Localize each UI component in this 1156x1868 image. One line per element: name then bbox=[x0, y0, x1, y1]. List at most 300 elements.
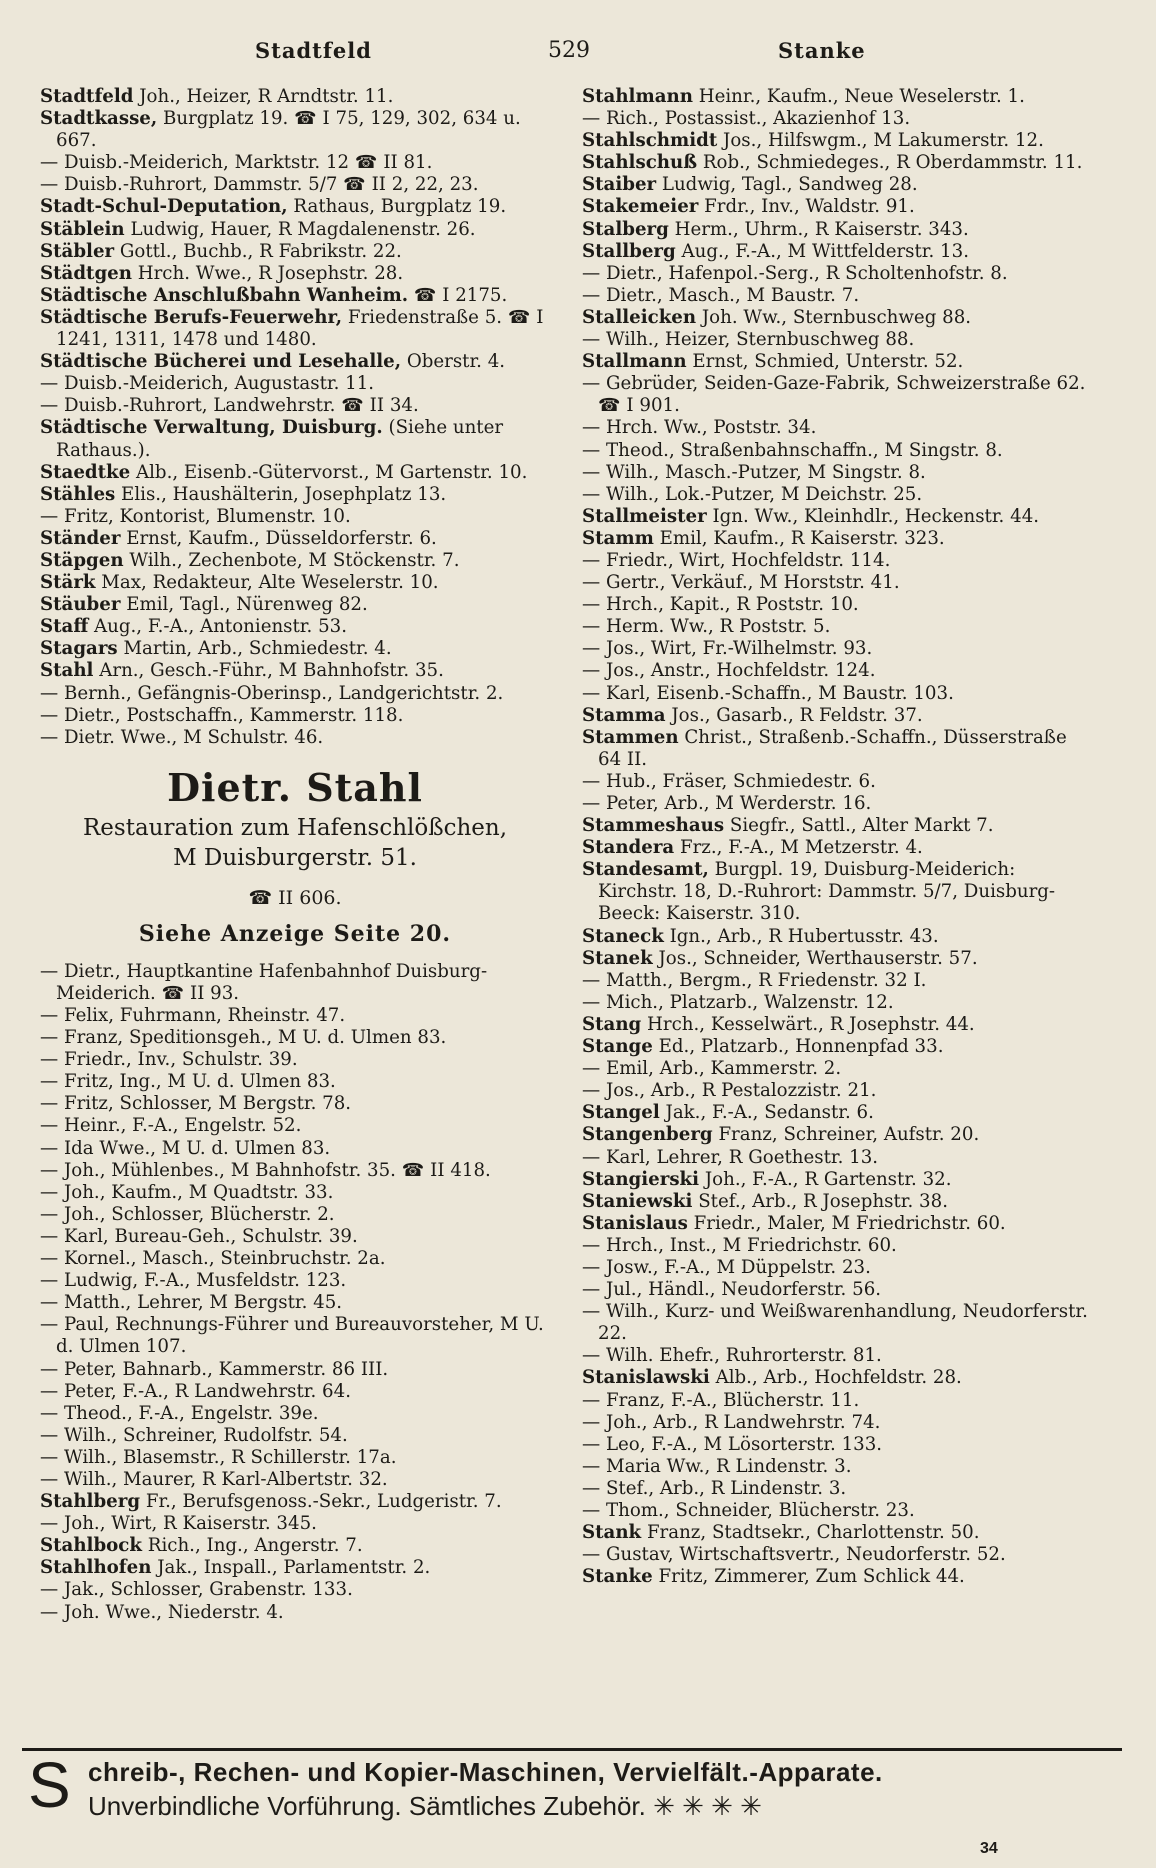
directory-entry bbox=[582, 506, 1092, 528]
footer-initial: S bbox=[28, 1749, 71, 1821]
entry-name: Stäuber bbox=[40, 594, 121, 616]
directory-entry bbox=[582, 1566, 1092, 1588]
entry-details: Burgpl. 19, Duisburg-Meiderich: Kirchstr. 18, D.-Ruhrort: Dammstr. 5/7, Duisburg-Beeck: Kaiserstr. 310. bbox=[598, 859, 1056, 925]
directory-entry bbox=[40, 1204, 550, 1226]
entry-name: Städtgen bbox=[40, 262, 132, 284]
entry-name: Stahlbock bbox=[40, 1535, 142, 1557]
entry-details: — Dietr. Wwe., M Schulstr. 46. bbox=[40, 726, 324, 748]
footer-line-2: Unverbindliche Vorführung. Sämtliches Zubehör. ✳ ✳ ✳ ✳ bbox=[88, 1791, 762, 1821]
directory-entry bbox=[40, 660, 550, 682]
directory-entry bbox=[40, 263, 550, 285]
entry-name: Stallmeister bbox=[582, 505, 707, 527]
directory-entry bbox=[40, 1292, 550, 1314]
header-left-keyword: Stadtfeld bbox=[255, 38, 372, 63]
entry-name: Stangel bbox=[582, 1102, 660, 1124]
directory-entry bbox=[582, 351, 1092, 373]
entry-details: — Ludwig, F.-A., Musfeldstr. 123. bbox=[40, 1270, 347, 1292]
entry-details: Martin, Arb., Schmiedestr. 4. bbox=[117, 638, 392, 660]
entry-name: Stadtkasse, bbox=[40, 108, 158, 130]
directory-entry bbox=[582, 660, 1092, 682]
page-number: 529 bbox=[548, 38, 590, 63]
directory-entry bbox=[40, 705, 550, 727]
directory-entry bbox=[582, 1147, 1092, 1169]
directory-entry bbox=[582, 152, 1092, 174]
entry-name: Stahlschuß bbox=[582, 152, 698, 174]
entry-details: Franz, Stadtsekr., Charlottenstr. 50. bbox=[641, 1522, 980, 1544]
directory-entry bbox=[40, 616, 550, 638]
directory-entry bbox=[40, 727, 550, 749]
entry-details: — Matth., Bergm., R Friedenstr. 32 I. bbox=[582, 969, 927, 991]
directory-entry bbox=[40, 594, 550, 616]
entry-name: Ständer bbox=[40, 527, 121, 549]
entry-details: — Peter, F.-A., R Landwehrstr. 64. bbox=[40, 1380, 351, 1402]
directory-entry bbox=[582, 793, 1092, 815]
directory-entry bbox=[40, 961, 550, 1005]
entry-details: — Gertr., Verkäuf., M Horststr. 41. bbox=[582, 572, 900, 594]
directory-entry bbox=[40, 1160, 550, 1182]
directory-entry bbox=[582, 1522, 1092, 1544]
entry-details: Oberstr. 4. bbox=[401, 351, 506, 373]
entry-details: — Joh., Mühlenbes., M Bahnhofstr. 35. ☎ II 418. bbox=[40, 1159, 491, 1181]
entry-details: — Jak., Schlosser, Grabenstr. 133. bbox=[40, 1579, 353, 1601]
directory-entry bbox=[40, 152, 550, 174]
entry-details: Ernst, Kaufm., Düsseldorferstr. 6. bbox=[120, 527, 437, 549]
directory-entry bbox=[40, 1469, 550, 1491]
entry-name: Stakemeier bbox=[582, 196, 699, 218]
entry-details: — Thom., Schneider, Blücherstr. 23. bbox=[582, 1500, 915, 1521]
directory-entry bbox=[582, 462, 1092, 484]
entry-details: — Herm. Ww., R Poststr. 5. bbox=[582, 616, 831, 638]
entry-details: Ign., Arb., R Hubertusstr. 43. bbox=[663, 925, 939, 947]
entry-name: Standesamt, bbox=[582, 859, 709, 881]
entry-details: — Joh., Schlosser, Blücherstr. 2. bbox=[40, 1203, 335, 1225]
entry-details: (Siehe unter Rathaus.). bbox=[56, 417, 504, 461]
ad-phone: ☎ II 606. bbox=[248, 886, 342, 909]
directory-entry bbox=[582, 196, 1092, 218]
entry-name: Staneck bbox=[582, 925, 664, 947]
entry-details: — Wilh. Ehefr., Ruhrorterstr. 81. bbox=[582, 1345, 882, 1367]
entry-name: Stammeshaus bbox=[582, 815, 725, 837]
directory-entry bbox=[40, 1093, 550, 1115]
directory-entry bbox=[582, 130, 1092, 152]
entry-name: Stahlschmidt bbox=[582, 130, 718, 152]
entry-details: — Jul., Händl., Neudorferstr. 56. bbox=[582, 1279, 882, 1301]
entry-details: Joh., Heizer, R Arndtstr. 11. bbox=[133, 86, 394, 107]
directory-entry bbox=[582, 638, 1092, 660]
entry-name: Stadt-Schul-Deputation, bbox=[40, 196, 288, 218]
entry-name: Stalberg bbox=[582, 218, 669, 240]
entry-details: Herm., Uhrm., R Kaiserstr. 343. bbox=[668, 218, 969, 240]
header-right-keyword: Stanke bbox=[778, 38, 866, 63]
entry-details: Arn., Gesch.-Führ., M Bahnhofstr. 35. bbox=[93, 660, 444, 682]
entry-name: Städtische Verwaltung, Duisburg. bbox=[40, 417, 383, 439]
entry-details: Jos., Gasarb., R Feldstr. 37. bbox=[665, 704, 923, 726]
entry-details: — Fritz, Kontorist, Blumenstr. 10. bbox=[40, 505, 351, 527]
entry-name: Staiber bbox=[582, 174, 657, 196]
entry-details: Aug., F.-A., Antonienstr. 53. bbox=[88, 616, 347, 638]
directory-entry bbox=[40, 484, 550, 506]
directory-entry bbox=[40, 506, 550, 528]
entry-details: — Joh., Kaufm., M Quadtstr. 33. bbox=[40, 1181, 334, 1203]
directory-entry bbox=[40, 1138, 550, 1160]
directory-entry bbox=[40, 1314, 550, 1358]
directory-entry bbox=[40, 638, 550, 660]
directory-entry bbox=[582, 616, 1092, 638]
directory-entry bbox=[582, 1235, 1092, 1257]
directory-entry bbox=[582, 285, 1092, 307]
entry-details: Ludwig, Hauer, R Magdalenenstr. 26. bbox=[124, 218, 476, 240]
entry-details: Ludwig, Tagl., Sandweg 28. bbox=[656, 174, 918, 196]
directory-entry bbox=[582, 992, 1092, 1014]
footer-line-1: chreib-, Rechen- und Kopier-Maschinen, Vervielfält.-Apparate. bbox=[88, 1757, 883, 1787]
entry-details: — Theod., Straßenbahnschaffn., M Singstr. 8. bbox=[582, 439, 1003, 461]
directory-entry bbox=[582, 1279, 1092, 1301]
directory-entry bbox=[40, 1513, 550, 1535]
entry-details: — Friedr., Inv., Schulstr. 39. bbox=[40, 1049, 298, 1071]
directory-entry bbox=[582, 926, 1092, 948]
entry-details: — Peter, Arb., M Werderstr. 16. bbox=[582, 793, 872, 814]
entry-details: Rathaus, Burgplatz 19. bbox=[287, 196, 507, 218]
entry-details: — Paul, Rechnungs-Führer und Bureauvorsteher, M U. d. Ulmen 107. bbox=[40, 1314, 544, 1358]
entry-name: Stäbler bbox=[40, 240, 115, 262]
directory-entry bbox=[582, 948, 1092, 970]
entry-name: Stanek bbox=[582, 947, 653, 969]
entry-details: — Theod., F.-A., Engelstr. 39e. bbox=[40, 1402, 319, 1424]
entry-name: Staff bbox=[40, 616, 89, 638]
entry-details: — Gustav, Wirtschaftsvertr., Neudorferstr. 52. bbox=[582, 1544, 1006, 1566]
directory-entry bbox=[582, 705, 1092, 727]
directory-entry bbox=[582, 86, 1092, 108]
directory-entry bbox=[582, 1345, 1092, 1367]
directory-entry bbox=[40, 1182, 550, 1204]
entry-details: Heinr., Kaufm., Neue Weselerstr. 1. bbox=[692, 86, 1025, 107]
directory-entry bbox=[40, 1071, 550, 1093]
entry-details: Rich., Ing., Angerstr. 7. bbox=[141, 1535, 363, 1557]
entry-details: — Emil, Arb., Kammerstr. 2. bbox=[582, 1058, 842, 1080]
entry-details: Ed., Platzarb., Honnenpfad 33. bbox=[652, 1036, 944, 1058]
directory-entry bbox=[582, 1058, 1092, 1080]
directory-entry bbox=[582, 572, 1092, 594]
entry-details: — Kornel., Masch., Steinbruchstr. 2a. bbox=[40, 1248, 386, 1270]
entry-details: — Wilh., Maurer, R Karl-Albertstr. 32. bbox=[40, 1468, 388, 1490]
directory-entry bbox=[582, 1500, 1092, 1522]
directory-entry bbox=[582, 484, 1092, 506]
entry-details: — Karl, Lehrer, R Goethestr. 13. bbox=[582, 1146, 879, 1168]
entry-details: — Stef., Arb., R Lindenstr. 3. bbox=[582, 1477, 847, 1499]
right-column bbox=[582, 86, 1092, 1588]
entry-details: — Karl, Bureau-Geh., Schulstr. 39. bbox=[40, 1225, 358, 1247]
directory-entry bbox=[582, 373, 1092, 417]
entry-details: — Mich., Platzarb., Walzenstr. 12. bbox=[582, 991, 894, 1013]
entry-details: Jos., Schneider, Werthauserstr. 57. bbox=[652, 947, 978, 969]
directory-entry bbox=[582, 1014, 1092, 1036]
directory-entry bbox=[582, 1367, 1092, 1389]
entry-details: Wilh., Zechenbote, M Stöckenstr. 7. bbox=[123, 549, 460, 571]
entry-details: — Wilh., Kurz- und Weißwarenhandlung, Neudorferstr. 22. bbox=[582, 1301, 1088, 1345]
entry-details: — Duisb.-Meiderich, Augustastr. 11. bbox=[40, 373, 375, 395]
directory-entry bbox=[582, 174, 1092, 196]
entry-details: Stef., Arb., R Josephstr. 38. bbox=[692, 1190, 948, 1212]
directory-entry bbox=[582, 683, 1092, 705]
directory-entry bbox=[40, 307, 550, 351]
entry-name: Standera bbox=[582, 837, 675, 859]
entry-details: Siegfr., Sattl., Alter Markt 7. bbox=[724, 815, 994, 837]
entry-details: — Franz, F.-A., Blücherstr. 11. bbox=[582, 1389, 860, 1411]
entry-details: — Heinr., F.-A., Engelstr. 52. bbox=[40, 1115, 302, 1137]
directory-entry bbox=[582, 1124, 1092, 1146]
entry-name: Stanislawski bbox=[582, 1367, 710, 1389]
entry-details: — Wilh., Masch.-Putzer, M Singstr. 8. bbox=[582, 461, 926, 483]
entry-details: — Wilh., Lok.-Putzer, M Deichstr. 25. bbox=[582, 483, 923, 505]
entry-details: — Hrch., Kapit., R Poststr. 10. bbox=[582, 594, 859, 616]
entry-name: Stäblein bbox=[40, 218, 125, 240]
entry-name: Stähles bbox=[40, 483, 116, 505]
directory-entry bbox=[582, 859, 1092, 925]
entry-details: Emil, Kaufm., R Kaiserstr. 323. bbox=[653, 527, 945, 549]
entry-details: Christ., Straßenb.-Schaffn., Düsserstraße 64 II. bbox=[598, 726, 1067, 770]
entry-details: Franz, Schreiner, Aufstr. 20. bbox=[712, 1124, 980, 1146]
directory-entry bbox=[582, 771, 1092, 793]
entry-details: ☎ I 2175. bbox=[408, 284, 508, 306]
entry-name: Stangierski bbox=[582, 1168, 700, 1190]
directory-entry bbox=[582, 1544, 1092, 1566]
directory-entry bbox=[40, 1557, 550, 1579]
directory-entry bbox=[40, 1579, 550, 1601]
entry-details: — Jos., Wirt, Fr.-Wilhelmstr. 93. bbox=[582, 638, 873, 660]
entry-details: — Jos., Arb., R Pestalozzistr. 21. bbox=[582, 1080, 877, 1102]
entry-name: Stahlhofen bbox=[40, 1557, 152, 1579]
entry-name: Stahl bbox=[40, 660, 94, 682]
directory-entry bbox=[40, 1115, 550, 1137]
directory-entry bbox=[40, 1491, 550, 1513]
directory-entry bbox=[40, 1381, 550, 1403]
directory-entry bbox=[582, 550, 1092, 572]
directory-entry bbox=[582, 528, 1092, 550]
entry-details: — Hrch. Ww., Poststr. 34. bbox=[582, 417, 817, 439]
directory-entry bbox=[40, 1535, 550, 1557]
entry-details: — Matth., Lehrer, M Bergstr. 45. bbox=[40, 1292, 343, 1314]
entry-details: Fr., Berufsgenoss.-Sekr., Ludgeristr. 7. bbox=[140, 1491, 502, 1513]
directory-entry bbox=[582, 417, 1092, 439]
entry-name: Stangenberg bbox=[582, 1124, 713, 1146]
directory-entry bbox=[582, 1169, 1092, 1191]
entry-details: Friedenstraße 5. ☎ I 1241, 1311, 1478 und 1480. bbox=[56, 306, 544, 351]
entry-details: — Dietr., Masch., M Baustr. 7. bbox=[582, 284, 860, 306]
directory-entry bbox=[40, 1049, 550, 1071]
directory-entry bbox=[40, 462, 550, 484]
entry-details: Fritz, Zimmerer, Zum Schlick 44. bbox=[652, 1566, 965, 1588]
entry-details: Jos., Hilfswgm., M Lakumerstr. 12. bbox=[717, 130, 1044, 152]
entry-name: Stanke bbox=[582, 1566, 653, 1588]
directory-entry bbox=[40, 1005, 550, 1027]
entry-name: Städtische Anschlußbahn Wanheim. bbox=[40, 284, 409, 306]
directory-entry bbox=[582, 970, 1092, 992]
directory-entry bbox=[40, 683, 550, 705]
directory-entry bbox=[40, 1027, 550, 1049]
entry-details: — Duisb.-Ruhrort, Dammstr. 5/7 ☎ II 2, 22, 23. bbox=[40, 174, 479, 196]
directory-entry bbox=[582, 1080, 1092, 1102]
ad-business-name: Dietr. Stahl bbox=[167, 764, 423, 810]
directory-entry bbox=[582, 307, 1092, 329]
directory-entry bbox=[40, 241, 550, 263]
directory-entry bbox=[40, 108, 550, 152]
entry-details: — Dietr., Hafenpol.-Serg., R Scholtenhofstr. 8. bbox=[582, 262, 1008, 284]
directory-entry bbox=[582, 1102, 1092, 1124]
directory-entry bbox=[40, 1359, 550, 1381]
entry-details: — Fritz, Ing., M U. d. Ulmen 83. bbox=[40, 1071, 336, 1093]
entry-details: — Karl, Eisenb.-Schaffn., M Baustr. 103. bbox=[582, 682, 954, 704]
entry-details: Frdr., Inv., Waldstr. 91. bbox=[698, 196, 915, 218]
directory-entry bbox=[582, 1478, 1092, 1500]
directory-entry bbox=[582, 1412, 1092, 1434]
directory-entry bbox=[582, 837, 1092, 859]
directory-entry bbox=[40, 174, 550, 196]
directory-entry bbox=[40, 196, 550, 218]
entry-details: Frz., F.-A., M Metzerstr. 4. bbox=[674, 837, 923, 859]
entry-details: Alb., Arb., Hochfeldstr. 28. bbox=[709, 1367, 962, 1389]
entry-details: Elis., Haushälterin, Josephplatz 13. bbox=[115, 483, 447, 505]
directory-entry bbox=[40, 351, 550, 373]
entry-details: — Joh., Arb., R Landwehrstr. 74. bbox=[582, 1411, 881, 1433]
directory-entry bbox=[582, 1456, 1092, 1478]
directory-entry bbox=[582, 1036, 1092, 1058]
entry-details: — Dietr., Postschaffn., Kammerstr. 118. bbox=[40, 704, 404, 726]
entry-name: Staedtke bbox=[40, 461, 131, 483]
directory-entry bbox=[40, 528, 550, 550]
directory-entry bbox=[582, 329, 1092, 351]
directory-entry bbox=[582, 1390, 1092, 1412]
entry-name: Stange bbox=[582, 1036, 653, 1058]
entry-details: — Maria Ww., R Lindenstr. 3. bbox=[582, 1455, 852, 1477]
entry-name: Stang bbox=[582, 1013, 642, 1035]
directory-entry bbox=[582, 594, 1092, 616]
directory-entry bbox=[582, 219, 1092, 241]
ad-reference: Siehe Anzeige Seite 20. bbox=[138, 920, 452, 947]
entry-name: Stäpgen bbox=[40, 549, 124, 571]
entry-name: Stank bbox=[582, 1522, 642, 1544]
entry-details: — Joh. Wwe., Niederstr. 4. bbox=[40, 1601, 284, 1623]
entry-details: — Joh., Wirt, R Kaiserstr. 345. bbox=[40, 1513, 317, 1535]
entry-name: Stahlberg bbox=[40, 1491, 141, 1513]
entry-details: — Peter, Bahnarb., Kammerstr. 86 III. bbox=[40, 1358, 389, 1380]
entry-name: Stadtfeld bbox=[40, 86, 134, 107]
entry-details: Emil, Tagl., Nürenweg 82. bbox=[120, 594, 368, 616]
entry-name: Stamm bbox=[582, 527, 654, 549]
directory-entry bbox=[40, 572, 550, 594]
directory-entry bbox=[40, 285, 550, 307]
directory-entry bbox=[40, 1403, 550, 1425]
directory-entry bbox=[40, 417, 550, 461]
entry-name: Stamma bbox=[582, 704, 666, 726]
directory-entry bbox=[40, 1425, 550, 1447]
entry-name: Stallberg bbox=[582, 240, 676, 262]
directory-entry bbox=[582, 108, 1092, 130]
entry-details: — Dietr., Hauptkantine Hafenbahnhof Duisburg-Meiderich. ☎ II 93. bbox=[40, 960, 488, 1004]
directory-entry bbox=[40, 219, 550, 241]
directory-entry bbox=[40, 1447, 550, 1469]
entry-details: — Hub., Fräser, Schmiedestr. 6. bbox=[582, 770, 876, 792]
entry-details: — Jos., Anstr., Hochfeldstr. 124. bbox=[582, 660, 876, 682]
entry-details: Alb., Eisenb.-Gütervorst., M Gartenstr. 10. bbox=[130, 461, 528, 483]
entry-name: Stanislaus bbox=[582, 1212, 688, 1234]
entry-name: Stagars bbox=[40, 638, 118, 660]
entry-details: — Hrch., Inst., M Friedrichstr. 60. bbox=[582, 1234, 897, 1256]
directory-entry bbox=[582, 263, 1092, 285]
entry-name: Städtische Berufs-Feuerwehr, bbox=[40, 306, 343, 328]
entry-details: — Duisb.-Ruhrort, Landwehrstr. ☎ II 34. bbox=[40, 395, 419, 417]
entry-details: Friedr., Maler, M Friedrichstr. 60. bbox=[687, 1212, 1006, 1234]
entry-name: Stammen bbox=[582, 726, 679, 748]
directory-entry bbox=[40, 395, 550, 417]
entry-details: Gottl., Buchb., R Fabrikstr. 22. bbox=[114, 240, 402, 262]
entry-details: Aug., F.-A., M Wittfelderstr. 13. bbox=[675, 240, 969, 262]
entry-details: — Duisb.-Meiderich, Marktstr. 12 ☎ II 81. bbox=[40, 152, 433, 174]
entry-name: Stärk bbox=[40, 572, 96, 594]
entry-details: — Wilh., Schreiner, Rudolfstr. 54. bbox=[40, 1424, 348, 1446]
entry-name: Staniewski bbox=[582, 1190, 693, 1212]
page-header bbox=[0, 38, 1156, 78]
entry-details: Joh. Ww., Sternbuschweg 88. bbox=[696, 306, 972, 328]
ad-address-line: M Duisburgerstr. 51. bbox=[173, 844, 417, 871]
entry-details: Ernst, Schmied, Unterstr. 52. bbox=[686, 351, 964, 373]
directory-entry bbox=[582, 1434, 1092, 1456]
entry-details: Rob., Schmiedeges., R Oberdammstr. 11. bbox=[697, 152, 1083, 174]
directory-entry bbox=[40, 1602, 550, 1624]
entry-details: Hrch., Kesselwärt., R Josephstr. 44. bbox=[641, 1013, 975, 1035]
entry-details: — Leo, F.-A., M Lösorterstr. 133. bbox=[582, 1433, 883, 1455]
stahl-advertisement bbox=[40, 763, 550, 951]
signature-mark: 34 bbox=[980, 1840, 998, 1857]
directory-entry bbox=[582, 815, 1092, 837]
entry-name: Stalleicken bbox=[582, 306, 697, 328]
directory-entry bbox=[582, 1301, 1092, 1345]
entry-details: — Wilh., Blasemstr., R Schillerstr. 17a. bbox=[40, 1446, 397, 1468]
directory-entry bbox=[582, 1191, 1092, 1213]
entry-details: Max, Redakteur, Alte Weselerstr. 10. bbox=[95, 572, 439, 594]
entry-details: — Josw., F.-A., M Düppelstr. 23. bbox=[582, 1256, 871, 1278]
entry-details: Ign. Ww., Kleinhdlr., Heckenstr. 44. bbox=[706, 505, 1040, 527]
directory-entry bbox=[40, 86, 550, 108]
entry-details: — Gebrüder, Seiden-Gaze-Fabrik, Schweizerstraße 62. ☎ I 901. bbox=[582, 373, 1086, 417]
entry-details: Joh., F.-A., R Gartenstr. 32. bbox=[699, 1168, 952, 1190]
footer-advertisement bbox=[22, 1748, 1122, 1823]
entry-details: Hrch. Wwe., R Josephstr. 28. bbox=[131, 262, 404, 284]
directory-entry bbox=[582, 440, 1092, 462]
entry-details: Burgplatz 19. ☎ I 75, 129, 302, 634 u. 667. bbox=[56, 108, 521, 152]
directory-entry bbox=[40, 1270, 550, 1292]
entry-details: — Fritz, Schlosser, M Bergstr. 78. bbox=[40, 1093, 352, 1115]
directory-entry bbox=[40, 1226, 550, 1248]
ad-restaurant-line: Restauration zum Hafenschlößchen, bbox=[82, 814, 508, 841]
left-column bbox=[40, 86, 550, 1624]
directory-entry bbox=[40, 550, 550, 572]
entry-name: Stallmann bbox=[582, 351, 687, 373]
directory-entry bbox=[40, 373, 550, 395]
entry-details: — Rich., Postassist., Akazienhof 13. bbox=[582, 108, 911, 130]
entry-details: — Ida Wwe., M U. d. Ulmen 83. bbox=[40, 1137, 331, 1159]
directory-entry bbox=[582, 241, 1092, 263]
directory-entry bbox=[582, 1213, 1092, 1235]
directory-entry bbox=[582, 727, 1092, 771]
entry-details: — Bernh., Gefängnis-Oberinsp., Landgerichtstr. 2. bbox=[40, 682, 504, 704]
entry-details: Jak., Inspall., Parlamentstr. 2. bbox=[151, 1557, 431, 1579]
entry-name: Städtische Bücherei und Lesehalle, bbox=[40, 351, 402, 373]
entry-details: — Wilh., Heizer, Sternbuschweg 88. bbox=[582, 329, 915, 351]
entry-name: Stahlmann bbox=[582, 86, 693, 107]
entry-details: — Franz, Speditionsgeh., M U. d. Ulmen 83. bbox=[40, 1027, 447, 1049]
directory-entry bbox=[582, 1257, 1092, 1279]
entry-details: Jak., F.-A., Sedanstr. 6. bbox=[659, 1102, 874, 1124]
